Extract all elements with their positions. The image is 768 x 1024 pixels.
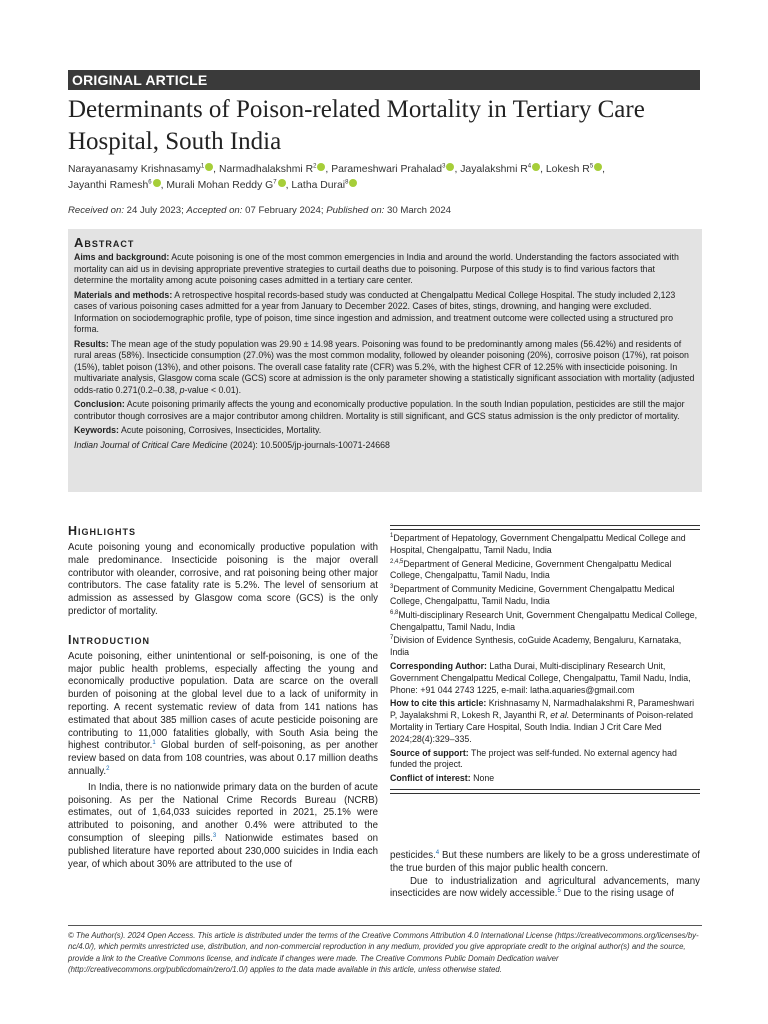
aff-sup: 6,8 [390, 609, 399, 616]
author-list: Narayanasamy Krishnasamy$^1$ , Narmadhalakshmi $R^2$ , Parameshwari Prahalad$^3$ , Jayalakshmi $R^4$ , Lokesh $R^5$ , Jayanthi Ramesh$^6$ , Murali Mohan Reddy $G^7$ , Latha Durai$^8$ [68, 163, 606, 191]
abstract-box [68, 229, 702, 492]
corresponding-label: Corresponding Author: [390, 660, 487, 671]
intro-text: But these numbers are likely to be a gross underestimate of the true burden of this major public health concern. [390, 850, 700, 874]
abstract-aims [74, 252, 696, 287]
orcid-icon[interactable] [317, 163, 325, 171]
support-label: Source of support: [390, 747, 469, 758]
received-date: 24 July 2023 [126, 205, 182, 216]
intro-text: Global burden of self-poisoning, as per another review based on data from 108 countries, was about 0.17 million deaths annually. [68, 740, 378, 777]
orcid-icon[interactable] [278, 179, 286, 187]
abstract-methods [74, 290, 696, 336]
abstract-keywords [74, 425, 696, 437]
published-label: Published on: [326, 205, 385, 216]
highlights-heading: Highlights [68, 524, 137, 538]
author-sup: 5 [589, 163, 594, 170]
aff-sup: 7 [390, 635, 394, 642]
intro-text: In India, there is no nationwide primary data on the burden of acute poisoning. As per the National Crime Records Bureau (NCRB) estimates, out of 1,64,033 suicides reported in 2021, 25.1% were attributed to poisoning, and another 0.4% were attributed to the consumption of sleeping pills. [68, 781, 378, 844]
aff-text: Department of Hepatology, Government Chengalpattu Medical College and Hospital, Chengalpattu, Tamil Nadu, India [390, 533, 686, 555]
affiliation-item [390, 610, 700, 634]
affiliation-item [390, 584, 700, 608]
author-name[interactable]: Lokesh R [545, 164, 590, 175]
affiliation-item [390, 533, 700, 557]
aff-text: Division of Evidence Synthesis, coGuide Academy, Bengaluru, Karnataka, India [390, 635, 682, 658]
conclusion-label: Conclusion: [74, 399, 125, 409]
affiliation-item [390, 635, 700, 659]
author-sup: 3 [442, 163, 446, 170]
affiliation-list [390, 533, 700, 785]
orcid-icon[interactable] [594, 163, 602, 171]
author-sup: 6 [148, 179, 152, 186]
intro-text: Acute poisoning, either unintentional or self-poisoning, is one of the major public health problems, especially affecting the young and economically productive population. Data are scarce on the overall burden of poisoning at the global level due to a lack of uniformity in reporting. A recent systematic review of data from 141 nations has estimated that about 385 million cases of acute pesticide poisoning are contributing to 11,000 fatalities globally, with South Asia being the highest contributor. [68, 650, 378, 752]
intro-paragraph-1 [68, 651, 378, 779]
author-name[interactable]: Latha Durai [291, 180, 346, 191]
intro-text: Due to the rising usage of [560, 888, 674, 900]
cite-text-end: Determinants of Poison-related Mortality in Tertiary Care Hospital, South India. Indian J Crit Care Med 2024;28(4):329–335. [390, 710, 694, 744]
author-sup: 7 [273, 179, 277, 186]
right-column-body [390, 850, 700, 901]
ref-link[interactable]: 2 [106, 765, 110, 772]
results-p: p [179, 384, 185, 395]
cite-text: Krishnasamy N, Narmadhalakshmi R, Parameshwari P, Jayalakshmi R, Lokesh R, Jayanthi R, [390, 698, 695, 721]
affiliation-rule-bottom [390, 789, 700, 794]
intro-text: Due to industrialization and agricultural advancements, many insecticides are now widely accessible. [390, 875, 700, 900]
highlights-text: Acute poisoning young and economically productive population with male predominance. Insecticide poisoning is the major overall contributor with oleander, corrosive, and rat poisoning being other major contributors. The case fatality rate is 5.2%. The level of sensorium at admission as assessed by Glasgow coma score (GCS) is the only predictor of mortality. [68, 542, 378, 617]
right-column [390, 525, 700, 794]
cite-etal: et al. [550, 710, 570, 721]
orcid-icon[interactable] [153, 179, 161, 187]
received-label: Received on: [68, 205, 124, 216]
methods-label: Materials and methods: [74, 289, 173, 300]
cite-label: How to cite this article: [390, 698, 487, 709]
results-text-end: -value < 0.01). [184, 384, 242, 395]
section-label: ORIGINAL ARTICLE [68, 70, 700, 90]
ref-link[interactable]: 3 [212, 832, 217, 839]
corresponding-text: Latha Durai, Multi-disciplinary Research Unit, Government Chengalpattu Medical College, Chengalpattu, Tamil Nadu, India, Phone: +91 044 2743 1225, e-mail: latha.aquaries@gmail.com [390, 660, 691, 695]
aff-text: Department of Community Medicine, Government Chengalpattu Medical College, Chengalpattu, Tamil Nadu, India [390, 584, 675, 606]
conflict-label: Conflict of interest: [390, 773, 471, 784]
aff-sup: 3 [390, 584, 394, 591]
corresponding-author [390, 661, 700, 696]
source-of-support [390, 748, 700, 772]
intro-paragraph-3 [390, 850, 700, 876]
support-text: The project was self-funded. No external agency had funded the project. [390, 747, 677, 770]
journal-citation [74, 440, 696, 452]
results-text: The mean age of the study population was 29.90 ± 14.98 years. Poisoning was found to be predominantly among males (56.42%) and residents of rural areas (58%). Insecticide consumption (27.0%) was the most common modality, followed by oleander poisoning (20%), corrosive poison (17%), rat poison (15%), tablet poison (13%), and other poisons. The overall case fatality rate (CFR) was 5.2%, with the highest CFR of 12.25% with insecticide poisoning. In multivariate analysis, Glasgow coma scale (GCS) score at admission is the only parameter showing a statistically significant association with mortality (adjusted odds-ratio 0.271(0.2–0.38, [74, 338, 695, 395]
keywords-text: Acute poisoning, Corrosives, Insecticides, Mortality. [120, 425, 322, 435]
author-sup: 2 [313, 163, 317, 170]
aff-sup: 2,4,5 [390, 558, 404, 565]
license-footer: © The Author(s). 2024 Open Access. This article is distributed under the terms of the Creative Commons Attribution 4.0 International License (https://creativecommons.org/licenses/by-nc/4.0/), which permits unrestricted use, distribution, and non-commercial reproduction in any medium, provided you give appropriate credit to the original author(s) and the source, provide a link to the Creative Commons license, and indicate if changes were made. The Creative Commons Public Domain Dedication waiver (http://creativecommons.org/publicdomain/zero/1.0/) applies to the data made available in this article, unless otherwise stated. [68, 931, 699, 974]
orcid-icon[interactable] [532, 163, 540, 171]
ref-link[interactable]: 4 [435, 849, 440, 856]
author-sup: 4 [527, 163, 532, 170]
intro-text: Nationwide estimates based on published literature have reported about 230,000 suicides in India each year, of which about 30% are attributed to the use of [68, 832, 378, 870]
author-sup: 8 [345, 179, 349, 186]
orcid-icon[interactable] [446, 163, 454, 171]
footer-rule [68, 925, 702, 926]
aff-text: Multi-disciplinary Research Unit, Government Chengalpattu Medical College, Chengalpattu, Tamil Nadu, India [390, 609, 698, 632]
intro-paragraph-2 [68, 782, 378, 872]
intro-paragraph-4 [390, 876, 700, 902]
orcid-icon[interactable] [205, 163, 213, 171]
author-name[interactable]: Murali Mohan Reddy G [166, 180, 274, 191]
abstract-results [74, 339, 696, 397]
abstract-heading: Abstract [74, 235, 135, 250]
affiliation-rule [390, 525, 700, 530]
doi-text[interactable]: (2024): 10.5005/jp-journals-10071-24668 [229, 439, 390, 450]
aims-label: Aims and background: [74, 252, 170, 262]
aff-sup: 1 [390, 533, 394, 540]
ref-link[interactable]: 1 [152, 740, 156, 747]
accepted-date: 07 February 2024 [245, 205, 321, 216]
affiliation-item [390, 559, 700, 583]
author-name[interactable]: Parameshwari Prahalad [331, 164, 443, 175]
orcid-icon[interactable] [349, 179, 357, 187]
accepted-label: Accepted on: [186, 205, 243, 216]
author-name[interactable]: Narayanasamy Krishnasamy [68, 164, 201, 175]
author-name[interactable]: Jayalakshmi R [460, 164, 528, 175]
aff-text: Department of General Medicine, Government Chengalpattu Medical College, Chengalpattu, Tamil Nadu, India [390, 558, 672, 581]
keywords-label: Keywords: [74, 425, 119, 435]
results-label: Results: [74, 338, 109, 349]
article-dates: Received on: 24 July 2023; Accepted on: 07 February 2024; Published on: 30 March 2024 [68, 205, 451, 216]
journal-name: Indian Journal of Critical Care Medicine [74, 439, 228, 450]
methods-text: A retrospective hospital records-based study was conducted at Chengalpattu Medical College Hospital. The study included 2,123 cases of various poisoning cases admitted for a year from January to December 2022. Cases of bites, stings, drowning, and hanging were excluded. Information on sociodemographic profile, type of poison, time since ingestion and admission, and treatment outcome were collected using a structured pro forma. [74, 289, 676, 334]
conflict-text: None [473, 773, 495, 784]
how-to-cite [390, 698, 700, 745]
aims-text: Acute poisoning is one of the most common emergencies in India and around the world. Understanding the factors associated with mortality can aid us in devising appropriate preventive strategies to curtail deaths due to poisoning. Purpose of this study is to find various factors that determine the mortality among acute poisoning cases admitted in a tertiary care center. [74, 252, 679, 285]
ref-link[interactable]: 5 [557, 888, 561, 895]
introduction-heading: Introduction [68, 632, 150, 647]
left-column [68, 524, 378, 871]
author-sup: 1 [200, 163, 205, 170]
abstract-conclusion [74, 399, 696, 422]
intro-text: pesticides. [390, 850, 436, 861]
conflict-of-interest [390, 773, 700, 785]
published-date: 30 March 2024 [387, 205, 451, 216]
article-title: Determinants of Poison-related Mortality in Tertiary Care Hospital, South India [68, 96, 645, 155]
author-name[interactable]: Jayanthi Ramesh [68, 180, 149, 191]
conclusion-text: Acute poisoning primarily affects the young and economically productive population. In the south Indian population, pesticides are still the major contributor though corrosives are a major contributor among children. Mortality is still significant, and GCS status admission is the only predictor of mortality. [74, 399, 685, 421]
author-name[interactable]: Narmadhalakshmi R [218, 164, 314, 175]
